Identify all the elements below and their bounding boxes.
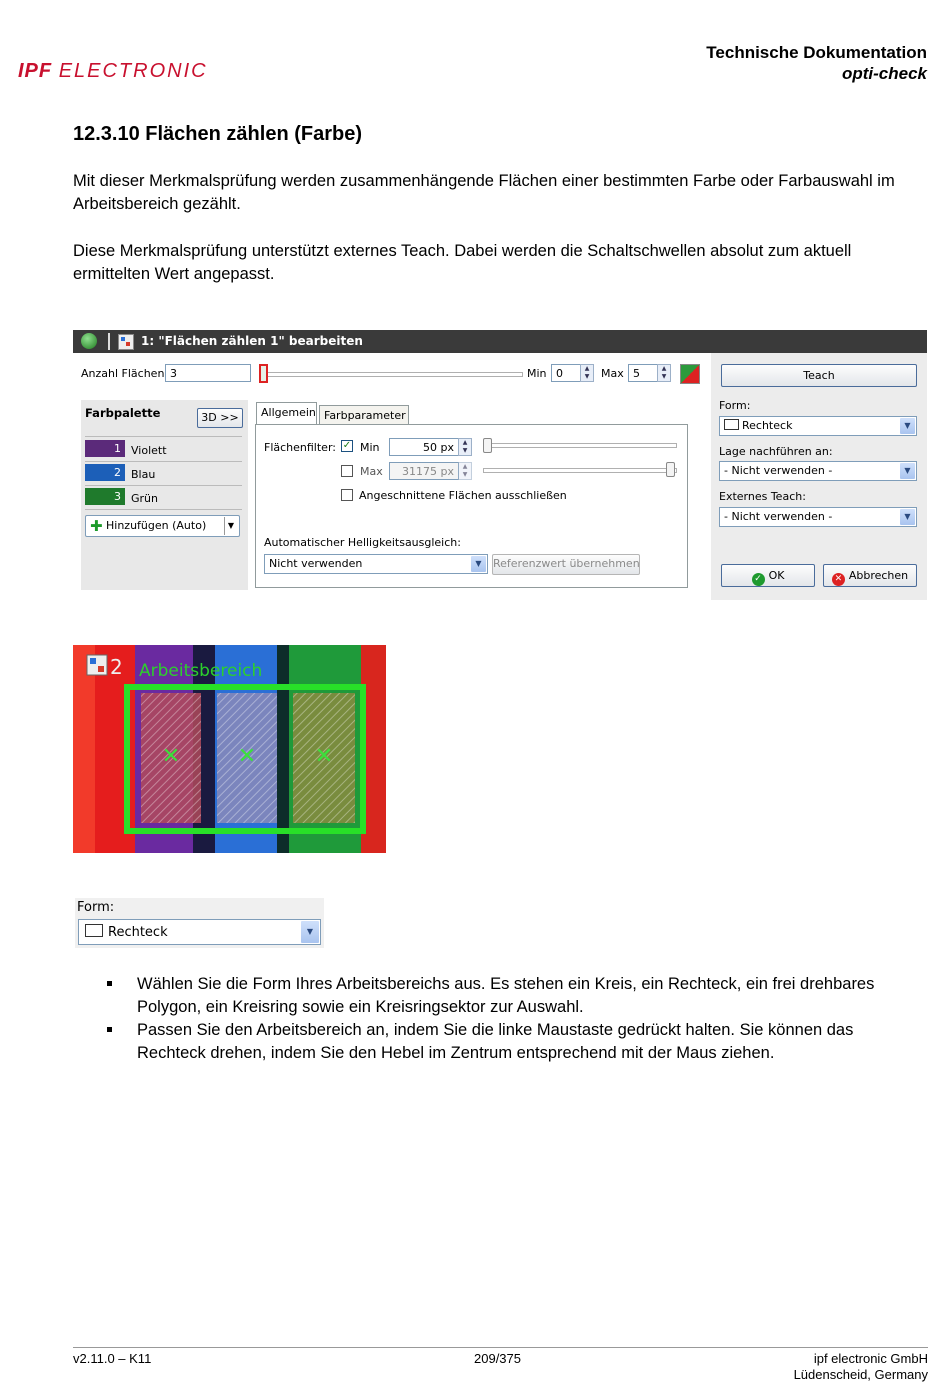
filter-max-field[interactable]: 31175 px: [389, 462, 459, 480]
position-tracking-select[interactable]: [719, 461, 917, 481]
footer-page-number: 209/375: [474, 1351, 521, 1366]
logo-bold-text: IPF: [18, 60, 53, 82]
brightness-select[interactable]: [264, 554, 488, 574]
chevron-down-icon[interactable]: ▼: [471, 556, 486, 572]
tab-allgemein[interactable]: Allgemein: [256, 402, 317, 424]
color-name-blau[interactable]: Blau: [131, 468, 156, 481]
document-subtitle: opti-check: [841, 64, 927, 83]
work-area-label: Arbeitsbereich: [139, 661, 263, 681]
count-slider-marker[interactable]: [259, 364, 268, 383]
form-select[interactable]: [719, 416, 917, 436]
feature-icon: [118, 334, 134, 350]
add-color-button[interactable]: [85, 515, 240, 537]
titlebar-separator: [108, 333, 110, 350]
exclude-cut-label: Angeschnittene Flächen ausschließen: [359, 489, 567, 502]
brightness-select-value: Nicht verwenden: [269, 557, 363, 570]
color-name-gruen[interactable]: Grün: [131, 492, 158, 505]
color-palette-panel: [81, 400, 248, 590]
filter-max-spinner[interactable]: ▲ ▼: [458, 462, 472, 480]
filter-min-field[interactable]: 50 px: [389, 438, 459, 456]
brightness-label: Automatischer Helligkeitsausgleich:: [264, 536, 461, 549]
rectangle-icon: [724, 419, 739, 430]
footer-location: Lüdenscheid, Germany: [793, 1367, 928, 1382]
min-label: Min: [527, 367, 547, 380]
external-teach-select[interactable]: [719, 507, 917, 527]
tab-farbparameter[interactable]: Farbparameter: [319, 405, 409, 424]
filter-max-label: Max: [360, 465, 383, 478]
section-heading: 12.3.10 Flächen zählen (Farbe): [73, 123, 362, 145]
center-marker-icon: ✕: [161, 744, 181, 769]
filter-min-spinner[interactable]: ▲ ▼: [458, 438, 472, 456]
max-field[interactable]: 5: [628, 364, 658, 382]
form-widget-select[interactable]: [78, 919, 321, 945]
cancel-button[interactable]: [823, 564, 917, 587]
position-tracking-label: Lage nachführen an:: [719, 445, 833, 458]
intro-paragraph: Mit dieser Merkmalsprüfung werden zusammenhängende Flächen einer bestimmten Farbe oder Farbauswahl im Arbeitsbereich gezählt.: [73, 172, 895, 213]
area-filter-label: Flächenfilter:: [264, 441, 336, 454]
exclude-cut-checkbox[interactable]: [341, 489, 353, 501]
reset-icon[interactable]: [680, 364, 700, 384]
cancel-icon: ✕: [832, 573, 845, 586]
pencil-gap: [277, 645, 289, 853]
form-widget-value: Rechteck: [108, 925, 168, 940]
checkmark-icon: ✓: [752, 573, 765, 586]
right-panel: [711, 353, 927, 600]
chevron-down-icon[interactable]: ▼: [301, 921, 319, 943]
dropdown-arrow-icon[interactable]: ▼: [224, 517, 237, 535]
color-name-violett[interactable]: Violett: [131, 444, 167, 457]
document-title: Technische Dokumentation: [706, 43, 927, 62]
instruction-list: [105, 973, 925, 1065]
chevron-down-icon[interactable]: ▼: [900, 463, 915, 479]
palette-divider: [85, 461, 242, 462]
dialog-titlebar: [73, 330, 927, 353]
red-pencil-edge: [73, 645, 95, 853]
external-teach-value: - Nicht verwenden -: [724, 510, 833, 523]
count-slider-track[interactable]: [259, 372, 523, 377]
position-tracking-value: - Nicht verwenden -: [724, 464, 833, 477]
footer-company: ipf electronic GmbH: [813, 1351, 928, 1366]
footer-divider: [73, 1347, 928, 1348]
palette-divider: [85, 436, 242, 437]
color-swatch-blau[interactable]: 2: [85, 464, 125, 481]
camera-image[interactable]: [73, 645, 386, 853]
add-color-label: Hinzufügen (Auto): [106, 519, 207, 532]
filter-max-checkbox[interactable]: [341, 465, 353, 477]
logo-light-text: ELECTRONIC: [58, 60, 208, 82]
form-label: Form:: [719, 399, 751, 412]
feature-icon-part: [98, 666, 104, 672]
chevron-down-icon[interactable]: ▼: [900, 418, 915, 434]
filter-min-slider-thumb[interactable]: [483, 438, 492, 453]
rectangle-icon: [85, 924, 103, 937]
center-marker-icon: ✕: [314, 744, 334, 769]
form-widget: [75, 898, 324, 948]
list-item: Passen Sie den Arbeitsbereich an, indem Sie die linke Maustaste gedrückt halten. Sie können das Rechteck drehen, indem Sie den Hebel im Zentrum entsprechend mit der Maus ziehen.: [105, 1019, 925, 1065]
form-widget-label: Form:: [77, 900, 115, 915]
palette-title: Farbpalette: [85, 406, 161, 420]
chevron-down-icon[interactable]: ▼: [900, 509, 915, 525]
dialog-title: 1: "Flächen zählen 1" bearbeiten: [141, 334, 363, 348]
form-select-value: Rechteck: [742, 419, 793, 432]
reference-value-button[interactable]: Referenzwert übernehmen: [492, 554, 640, 575]
teach-button[interactable]: Teach: [721, 364, 917, 387]
footer-version: v2.11.0 – K11: [73, 1351, 152, 1366]
filter-max-slider-thumb[interactable]: [666, 462, 675, 477]
color-swatch-violett[interactable]: 1: [85, 440, 125, 457]
filter-min-checkbox[interactable]: ✓: [342, 440, 352, 451]
filter-min-slider[interactable]: [483, 443, 677, 448]
center-marker-icon: ✕: [237, 744, 257, 769]
camera-index: 2: [110, 655, 123, 679]
max-label: Max: [601, 367, 624, 380]
ok-button[interactable]: [721, 564, 815, 587]
external-teach-label: Externes Teach:: [719, 490, 806, 503]
cancel-label: Abbrechen: [848, 569, 909, 582]
status-orb-icon: [81, 333, 97, 349]
color-swatch-gruen[interactable]: 3: [85, 488, 125, 505]
company-logo: [18, 60, 208, 83]
max-spinner[interactable]: ▲ ▼: [657, 364, 671, 382]
count-label: Anzahl Flächen: [81, 367, 165, 380]
3d-button[interactable]: 3D >>: [197, 408, 243, 428]
teach-paragraph: Diese Merkmalsprüfung unterstützt externes Teach. Dabei werden die Schaltschwellen absolut zum aktuell ermittelten Wert angepasst.: [73, 242, 852, 283]
camera-image-svg: [73, 645, 386, 853]
plus-icon: ✚: [90, 517, 103, 535]
min-field[interactable]: 0: [551, 364, 581, 382]
palette-divider: [85, 509, 242, 510]
palette-divider: [85, 485, 242, 486]
feature-icon-part: [90, 658, 96, 664]
min-spinner[interactable]: ▲ ▼: [580, 364, 594, 382]
edit-dialog: [73, 330, 927, 600]
filter-max-slider[interactable]: [483, 468, 677, 473]
count-field[interactable]: 3: [165, 364, 251, 382]
ok-label: OK: [768, 569, 785, 582]
list-item: Wählen Sie die Form Ihres Arbeitsbereichs aus. Es stehen ein Kreis, ein Rechteck, ein frei drehbares Polygon, ein Kreisring sowie ein Kreisringsektor zur Auswahl.: [105, 973, 925, 1019]
filter-min-label: Min: [360, 441, 380, 454]
